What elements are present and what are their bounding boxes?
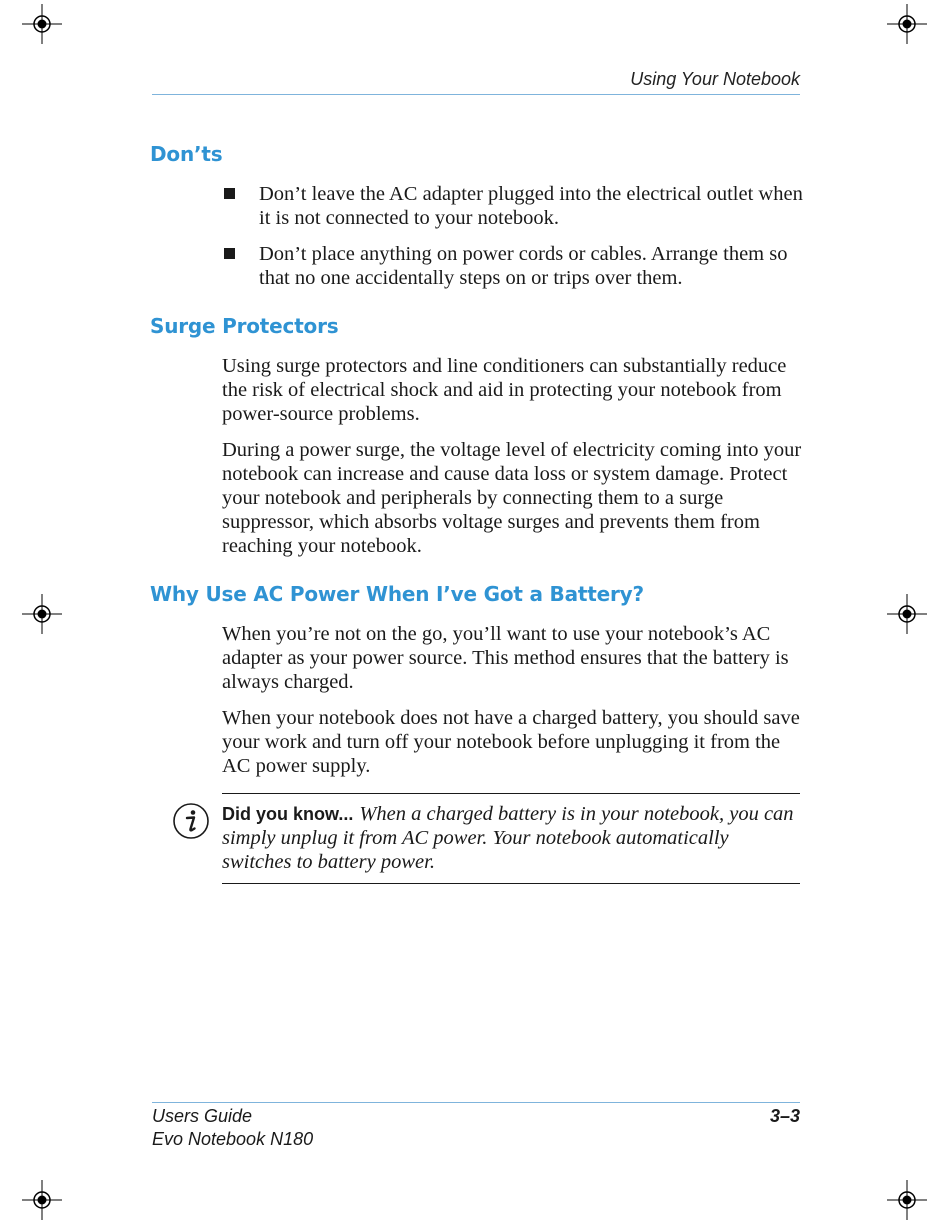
paragraph — [222, 622, 804, 694]
note-bottom-rule — [222, 883, 800, 884]
bullet-text: Don’t place anything on power cords or cables. Arrange them so that no one accidentally steps on or trips over them. — [259, 243, 788, 289]
page-number: 3–3 — [769, 1106, 800, 1126]
section-heading-donts: Don’ts — [150, 142, 223, 166]
bullet-square-icon — [224, 188, 235, 199]
bullet-text: Don’t leave the AC adapter plugged into the electrical outlet when it is not connected to your notebook. — [259, 183, 803, 229]
registration-mark-bottom-left — [22, 1180, 62, 1220]
paragraph — [222, 706, 804, 778]
info-icon — [172, 802, 210, 840]
note-text: When a charged battery is in your notebook, you can simply unplug it from AC power. Your notebook automatically switches to battery power. — [222, 803, 794, 873]
note-top-rule — [222, 793, 800, 794]
paragraph-text: When you’re not on the go, you’ll want to use your notebook’s AC adapter as your power source. This method ensures that the battery is always charged. — [222, 623, 789, 693]
footer-rule — [152, 1102, 800, 1103]
section-heading-surge-protectors: Surge Protectors — [150, 314, 339, 338]
registration-mark-middle-right — [887, 594, 927, 634]
registration-mark-top-left — [22, 4, 62, 44]
footer-model: Evo Notebook N180 — [152, 1129, 314, 1149]
did-you-know-note — [222, 802, 802, 874]
registration-mark-middle-left — [22, 594, 62, 634]
registration-mark-bottom-right — [887, 1180, 927, 1220]
registration-mark-top-right — [887, 4, 927, 44]
footer-guide: Users Guide — [152, 1106, 253, 1126]
paragraph-text: When your notebook does not have a charged battery, you should save your work and turn off your notebook before unplugging it from the AC power supply. — [222, 707, 800, 777]
paragraph — [222, 354, 804, 426]
note-label: Did you know... — [222, 804, 354, 824]
paragraph-text: During a power surge, the voltage level of electricity coming into your notebook can increase and cause data loss or system damage. Protect your notebook and peripherals by connecting them to a surge suppressor, which absorbs voltage surges and prevents them from reaching your notebook. — [222, 439, 802, 557]
section-heading-why-ac-power: Why Use AC Power When I’ve Got a Battery? — [150, 582, 644, 606]
paragraph-text: Using surge protectors and line conditioners can substantially reduce the risk of electrical shock and aid in protecting your notebook from power-source problems. — [222, 355, 787, 425]
footer-left — [152, 1105, 313, 1151]
running-header: Using Your Notebook — [630, 69, 800, 89]
header-rule — [152, 94, 800, 95]
bullet-square-icon — [224, 248, 235, 259]
paragraph — [222, 438, 804, 558]
